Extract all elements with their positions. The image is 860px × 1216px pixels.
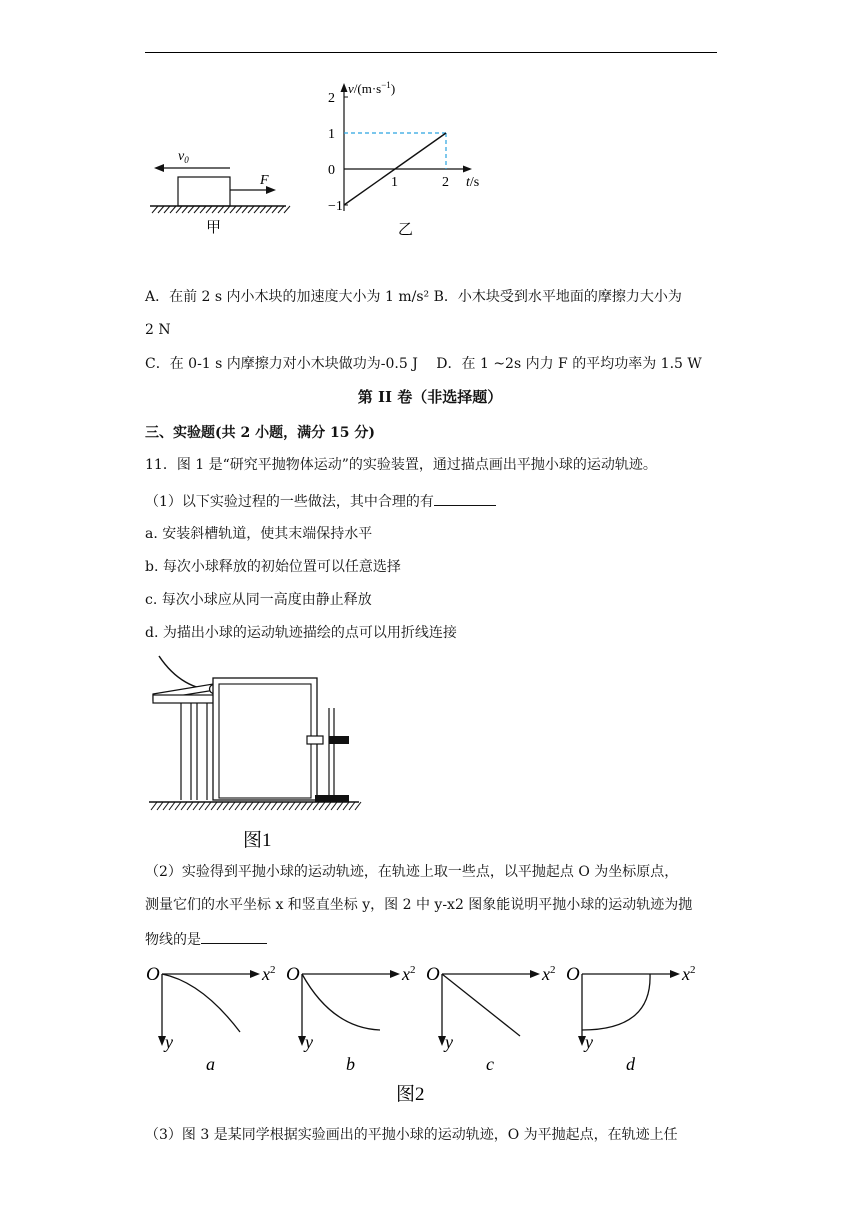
header-rule [145, 52, 717, 53]
v0-label: $v_0$ [178, 149, 189, 165]
ground-hatch [278, 206, 284, 213]
x-axis-label: $x^2$ [402, 964, 416, 984]
ground-hatch [242, 206, 248, 213]
y-tick-label-1: 1 [328, 127, 335, 142]
panel-label-c: c [486, 1054, 494, 1074]
q11-option-a: a. 安装斜槽轨道，使其末端保持水平 [145, 526, 373, 542]
q11-sub2-line3-text: 物线的是 [145, 932, 201, 948]
q11-sub1 [145, 491, 496, 512]
q11-option-c: c. 每次小球应从同一高度由静止释放 [145, 592, 372, 608]
ground-hatch [284, 206, 290, 213]
ground-hatch [331, 802, 337, 810]
ground-hatch [164, 206, 170, 213]
x-axis-arrowhead [390, 970, 400, 978]
x-axis-arrowhead [463, 166, 472, 173]
option-b-line2: 2 N [145, 322, 171, 338]
ground-hatch [200, 206, 206, 213]
ground-hatch [187, 802, 193, 810]
ground-hatch [272, 206, 278, 213]
ground-hatch [194, 206, 200, 213]
ground-hatch [254, 206, 260, 213]
q11-option-d: d. 为描出小球的运动轨迹描绘的点可以用折线连接 [145, 625, 457, 641]
ground-hatch [157, 802, 163, 810]
ground-hatch [260, 206, 266, 213]
ground-hatch [295, 802, 301, 810]
ground-hatch [259, 802, 265, 810]
origin-label: O [426, 964, 440, 985]
ground-hatch [343, 802, 349, 810]
ground-hatch [182, 206, 188, 213]
fig2-caption: 图2 [396, 1084, 425, 1105]
graph-panel-c [426, 964, 556, 1074]
ground-hatch [313, 802, 319, 810]
ground-hatch [199, 802, 205, 810]
ground-hatch [283, 802, 289, 810]
ground-hatch [307, 802, 313, 810]
x-axis-label: $x^2$ [262, 964, 276, 984]
caption-jia: 甲 [206, 220, 222, 236]
ground-hatch [301, 802, 307, 810]
panel-label-b: b [346, 1054, 355, 1074]
q11-sub2-line2: 测量它们的水平坐标 x 和竖直坐标 y，图 2 中 y-x2 图象能说明平抛小球的运动轨迹为抛 [145, 897, 693, 913]
y-axis-label: y [585, 1032, 593, 1052]
clamp-left [307, 736, 323, 744]
curve-c [442, 974, 520, 1036]
ground-hatch [236, 206, 242, 213]
figure2-graphs [140, 958, 720, 1108]
ground-hatch [205, 802, 211, 810]
option-a-b-line1: A．在前 2 s 内小木块的加速度大小为 1 m/s² B．小木块受到水平地面的摩擦力大小为 [145, 289, 682, 305]
ground-hatch [289, 802, 295, 810]
ground-hatch [355, 802, 361, 810]
ground-hatch [229, 802, 235, 810]
ground-hatch [349, 802, 355, 810]
x-axis-arrowhead [670, 970, 680, 978]
fig1-caption: 图1 [243, 830, 272, 851]
ground-hatch [217, 802, 223, 810]
q11-option-b: b. 每次小球释放的初始位置可以任意选择 [145, 559, 401, 575]
x-axis-arrowhead [530, 970, 540, 978]
option-c-d: C．在 0-1 s 内摩擦力对小木块做功为-0.5 J D．在 1 ~2s 内力 F 的平均功率为 1.5 W [145, 356, 702, 372]
q11-sub2-line3 [145, 929, 267, 950]
figure-jia [140, 140, 300, 240]
graph-panel-d [566, 964, 696, 1074]
ground-hatch [337, 802, 343, 810]
q11-sub3: （3）图 3 是某同学根据实验画出的平抛小球的运动轨迹，O 为平抛起点，在轨迹上任 [145, 1127, 678, 1143]
origin-label: O [146, 964, 160, 985]
x-tick-label-1: 1 [391, 175, 398, 190]
ground-hatch [241, 802, 247, 810]
answer-blank-1[interactable] [434, 491, 496, 506]
answer-blank-2[interactable] [201, 929, 267, 944]
ground-hatch [277, 802, 283, 810]
y-tick-label-−1: −1 [328, 199, 343, 214]
force-label: F [260, 173, 269, 188]
ground-hatch [247, 802, 253, 810]
ground-hatch [266, 206, 272, 213]
ground-hatch [176, 206, 182, 213]
ground-hatch [319, 802, 325, 810]
y-tick-label-0: 0 [328, 163, 335, 178]
ground-hatch [230, 206, 236, 213]
ground-hatch [152, 206, 158, 213]
ground-hatch [218, 206, 224, 213]
x-axis-arrowhead [250, 970, 260, 978]
ground-hatch [170, 206, 176, 213]
ground-hatch [158, 206, 164, 213]
x-tick-label-2: 2 [442, 175, 449, 190]
graph-panel-b [286, 964, 416, 1074]
curve-a [162, 974, 240, 1032]
ground-hatch [169, 802, 175, 810]
q11-sub2-line1: （2）实验得到平抛小球的运动轨迹，在轨迹上取一些点，以平抛起点 O 为坐标原点， [145, 864, 679, 880]
ground-hatch [235, 802, 241, 810]
ground-hatch [223, 802, 229, 810]
ground-hatch [181, 802, 187, 810]
ground-hatch [188, 206, 194, 213]
q11-sub1-text: （1）以下实验过程的一些做法，其中合理的有 [145, 494, 434, 510]
table-top [153, 695, 215, 703]
y-axis-label: $v/(m\cdot s^{-1})$ [348, 80, 396, 96]
y-axis-arrowhead [341, 83, 348, 92]
q11-stem: 11．图 1 是“研究平抛物体运动”的实验装置，通过描点画出平抛小球的运动轨迹。 [145, 457, 657, 473]
ground-hatch [248, 206, 254, 213]
wood-block [178, 177, 230, 206]
x-axis-label: t/s [466, 175, 480, 190]
ground-hatch [212, 206, 218, 213]
part3-heading: 三、实验题(共 2 小题，满分 15 分) [145, 425, 375, 441]
ground-hatch [271, 802, 277, 810]
origin-label: O [566, 964, 580, 985]
origin-label: O [286, 964, 300, 985]
y-axis-label: y [305, 1032, 313, 1052]
ground-hatch [265, 802, 271, 810]
y-axis-label: y [165, 1032, 173, 1052]
figure-yi-vt-chart [310, 72, 490, 242]
ground-hatch [151, 802, 157, 810]
curve-b [302, 974, 380, 1030]
x-axis-label: $x^2$ [682, 964, 696, 984]
y-axis-label: y [445, 1032, 453, 1052]
ground-hatch [224, 206, 230, 213]
x-axis-label: $x^2$ [542, 964, 556, 984]
ground-hatch [163, 802, 169, 810]
ground-hatch [175, 802, 181, 810]
ground-hatch [325, 802, 331, 810]
ground-hatch [253, 802, 259, 810]
clamp-right [329, 736, 349, 744]
ground-hatch [193, 802, 199, 810]
caption-yi: 乙 [398, 222, 414, 238]
figure1-apparatus [145, 650, 375, 850]
ground-hatch [211, 802, 217, 810]
board-inner [219, 684, 311, 798]
stand-base [315, 795, 349, 802]
panel-label-d: d [626, 1054, 635, 1074]
y-tick-label-2: 2 [328, 91, 335, 106]
ground-hatch [206, 206, 212, 213]
v0-arrowhead [154, 164, 164, 172]
graph-panel-a [146, 964, 276, 1074]
curve-d [582, 974, 650, 1030]
section-title: 第 II 卷（非选择题） [357, 388, 503, 406]
panel-label-a: a [206, 1054, 215, 1074]
